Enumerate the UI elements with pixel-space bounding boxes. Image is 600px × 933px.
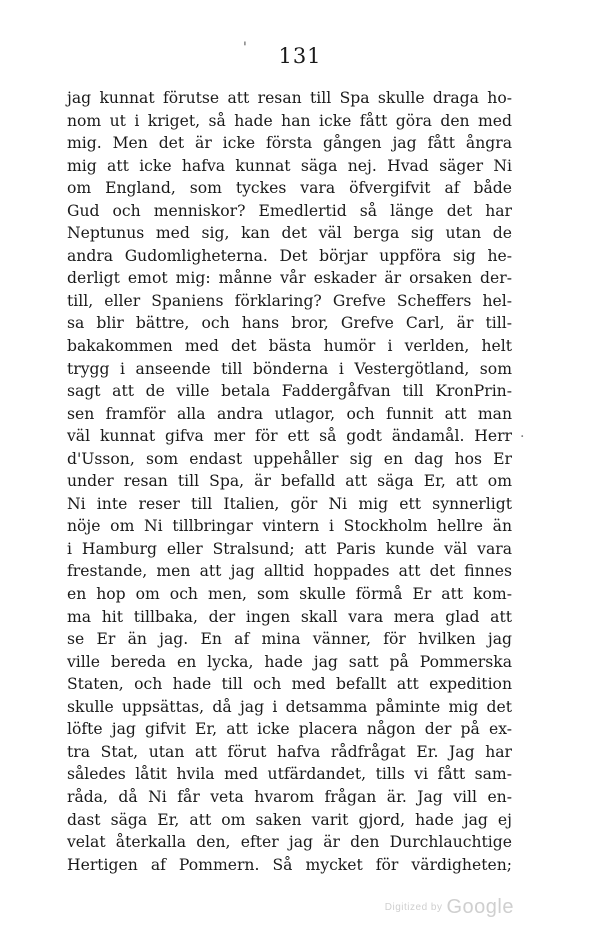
text-line: mig att icke hafva kunnat säga nej. Hvad säger Ni (67, 156, 512, 175)
watermark-brand: Google (446, 896, 514, 918)
text-line: Staten, och hade till och med befallt att expedition (67, 675, 512, 694)
text-line: bakakommen med det bästa humör i verlden, helt (67, 337, 512, 356)
text-line: under resan till Spa, är befalld att säga Er, att om (67, 472, 512, 491)
text-line: d'Usson, som endast uppehåller sig en dag hos Er (67, 449, 512, 468)
text-line: råda, då Ni får veta hvarom frågan är. Jag vill en- (67, 787, 512, 806)
text-line: nom ut i kriget, så hade han icke fått göra den med (67, 111, 512, 130)
text-line: i Hamburg eller Stralsund; att Paris kunde väl vara (67, 539, 512, 558)
body-text (67, 87, 512, 876)
text-line: Neptunus med sig, kan det väl berga sig utan de (67, 224, 512, 243)
page-number (0, 40, 600, 68)
text-line: väl kunnat gifva mer för ett så godt ändamål. Herr (67, 427, 512, 446)
text-line: således låtit hvila med utfärdandet, tills vi fått sam- (67, 765, 512, 784)
text-line: sen framför alla andra utlagor, och funnit att man (67, 404, 512, 423)
margin-dot: . (520, 425, 525, 441)
text-line: en hop om och men, som skulle förmå Er att kom- (67, 585, 512, 604)
text-line: tra Stat, utan att förut hafva rådfrågat Er. Jag har (67, 742, 512, 761)
text-line: frestande, men att jag alltid hoppades att det finnes (67, 562, 512, 581)
text-line: ma hit tillbaka, der ingen skall vara mera glad att (67, 607, 512, 626)
watermark-prefix: Digitized by (384, 902, 443, 914)
text-line: till, eller Spaniens förklaring? Grefve Scheffers hel- (67, 291, 512, 310)
text-line: Gud och menniskor? Emedlertid så länge det har (67, 201, 512, 220)
text-line: nöje om Ni tillbringar vintern i Stockholm hellre än (67, 517, 512, 536)
text-line: trygg i anseende till bönderna i Vestergötland, som (67, 359, 512, 378)
text-line: sa blir bättre, och hans bror, Grefve Carl, är till- (67, 314, 512, 333)
text-line: dast säga Er, att om saken varit gjord, hade jag ej (67, 810, 512, 829)
page-number-text: 131 (278, 44, 322, 68)
text-line: sagt att de ville betala Faddergåfvan till KronPrin- (67, 382, 512, 401)
text-line: ville bereda en lycka, hade jag satt på Pommerska (67, 652, 512, 671)
text-line: om England, som tyckes vara öfvergifvit af både (67, 179, 512, 198)
text-line: mig. Men det är icke första gången jag fått ångra (67, 134, 512, 153)
text-line: velat återkalla den, efter jag är den Durchlauchtige (67, 833, 512, 852)
text-line: skulle uppsättas, då jag i detsamma påminte mig det (67, 697, 512, 716)
watermark (385, 896, 514, 919)
text-line: derligt emot mig: månne vår eskader är orsaken der- (67, 269, 512, 288)
text-line: löfte jag gifvit Er, att icke placera någon der på ex- (67, 720, 512, 739)
text-line: Hertigen af Pommern. Så mycket för värdigheten; (67, 855, 512, 874)
text-line: Ni inte reser till Italien, gör Ni mig ett synnerligt (67, 494, 512, 513)
mark-tick: ' (243, 40, 248, 56)
text-line: se Er än jag. En af mina vänner, för hvilken jag (67, 630, 512, 649)
text-line: andra Gudomligheterna. Det börjar uppföra sig he- (67, 246, 512, 265)
text-line: jag kunnat förutse att resan till Spa skulle draga ho- (67, 89, 512, 107)
